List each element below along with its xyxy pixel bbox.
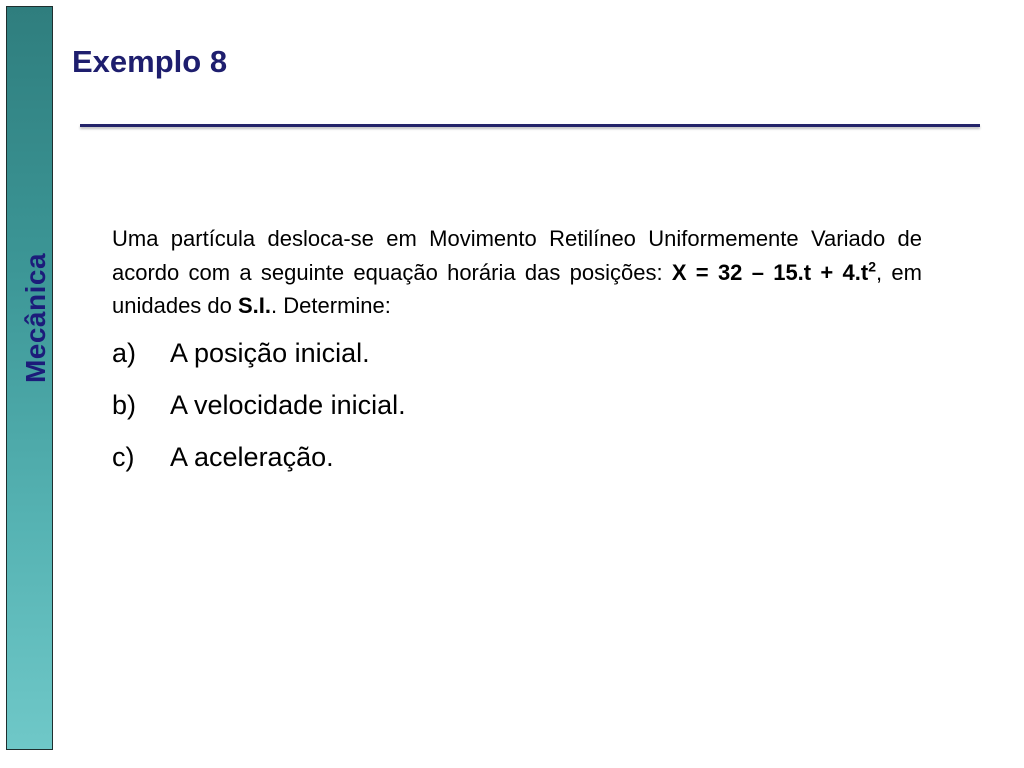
equation [672, 260, 876, 285]
list-item [112, 379, 922, 431]
problem-content [112, 222, 922, 483]
list-item-text: A posição inicial. [170, 337, 370, 368]
problem-statement [112, 222, 922, 323]
list-item-text: A aceleração. [170, 441, 334, 472]
title-divider [80, 124, 980, 127]
units-text: , em unidades do [112, 259, 922, 318]
equation-exponent: 2 [868, 258, 877, 275]
page-title: Exemplo 8 [72, 44, 228, 79]
list-item-text: A velocidade inicial. [170, 389, 406, 420]
list-item [112, 431, 922, 483]
list-item-marker: a) [112, 337, 137, 368]
statement-period: . [271, 293, 278, 318]
question-list [112, 327, 922, 483]
intro-text: Uma partícula desloca-se em Movimento Retilíneo Uniformemente Variado de acordo com a seguinte equação horária das posições: [112, 226, 922, 285]
determine-text: Determine: [283, 293, 391, 318]
equation-main: X = 32 – 15.t + 4.t [671, 259, 869, 285]
list-item [112, 327, 922, 379]
units-si: S.I. [238, 293, 272, 318]
list-item-marker: c) [112, 441, 135, 472]
list-item-marker: b) [112, 389, 137, 420]
sidebar-subject-label: Mecânica [20, 252, 51, 384]
